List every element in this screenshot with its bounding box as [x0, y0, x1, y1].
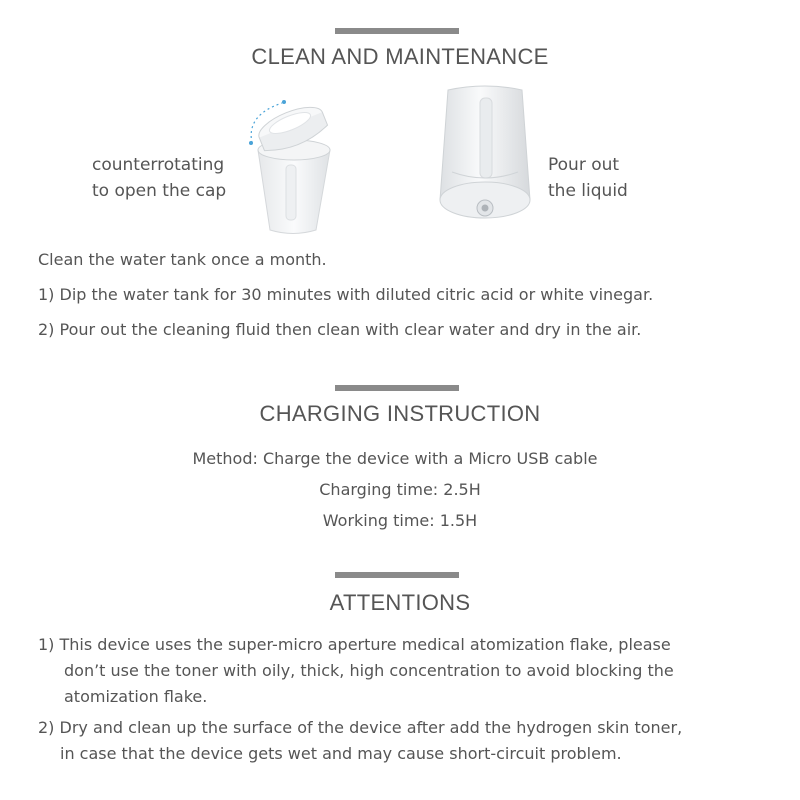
clean-intro: Clean the water tank once a month. [38, 250, 327, 269]
attention-item-2-line-2: in case that the device gets wet and may cause short-circuit problem. [60, 744, 622, 763]
tank-pour-out-illustration [430, 80, 540, 230]
clean-item-2: 2) Pour out the cleaning fluid then clean with clear water and dry in the air. [38, 320, 642, 339]
pour-out-line-2: the liquid [548, 181, 628, 201]
attentions-heading: ATTENTIONS [329, 590, 471, 615]
working-time: Working time: 1.5H [322, 511, 478, 530]
pour-out-label [548, 152, 628, 204]
attention-item-1-line-3: atomization flake. [64, 687, 208, 706]
open-cap-line-1: counterrotating [92, 155, 225, 175]
attention-item-1-line-2: don’t use the toner with oily, thick, high concentration to avoid blocking the [64, 661, 674, 680]
charging-method: Method: Charge the device with a Micro USB cable [192, 449, 598, 468]
clean-heading: CLEAN AND MAINTENANCE [251, 44, 549, 69]
pour-out-line-1: Pour out [548, 155, 620, 175]
section-divider-charging [335, 385, 459, 391]
section-divider-clean [335, 28, 459, 34]
clean-item-1: 1) Dip the water tank for 30 minutes with diluted citric acid or white vinegar. [38, 285, 654, 304]
attention-item-2-line-1: 2) Dry and clean up the surface of the device after add the hydrogen skin toner, [38, 718, 683, 737]
open-cap-label [92, 152, 226, 204]
tank-open-cap-illustration [238, 95, 348, 240]
attention-item-1-line-1: 1) This device uses the super-micro aperture medical atomization flake, please [38, 635, 671, 654]
open-cap-line-2: to open the cap [92, 181, 227, 201]
section-divider-attentions [335, 572, 459, 578]
charging-time: Charging time: 2.5H [319, 480, 481, 499]
charging-heading: CHARGING INSTRUCTION [259, 401, 541, 426]
